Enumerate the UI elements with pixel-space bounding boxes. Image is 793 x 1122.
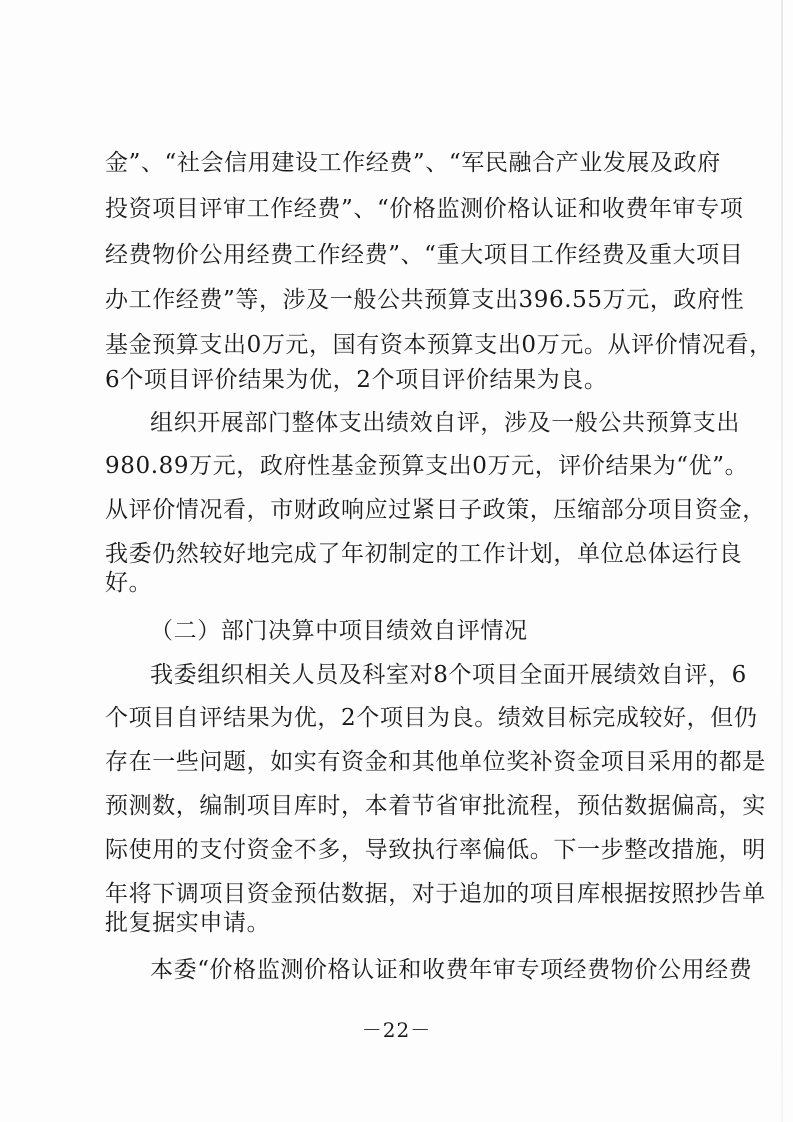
text-line-2: 投资项目评审工作经费”、“价格监测价格认证和收费年审专项 [105,196,744,222]
scan-edge-divider [781,0,783,1122]
text-line-5: 基金预算支出0万元，国有资本预算支出0万元。从评价情况看， [105,332,773,358]
page-number: －22－ [361,1018,432,1042]
paragraph-2-line-1: 组织开展部门整体支出绩效自评，涉及一般公共预算支出 [150,410,740,436]
paragraph-2-line-4: 我委仍然较好地完成了年初制定的工作计划，单位总体运行良 [105,541,743,567]
paragraph-3-line-7: 批复据实申请。 [105,910,271,936]
paragraph-3-line-4: 预测数，编制项目库时，本着节省审批流程，预估数据偏高，实 [105,793,766,819]
text-line-4: 办工作经费”等，涉及一般公共预算支出396.55万元，政府性 [105,287,745,313]
text-line-1: 金”、“社会信用建设工作经费”、“军民融合产业发展及政府 [105,150,721,176]
paragraph-3-line-3: 存在一些问题，如实有资金和其他单位奖补资金项目采用的都是 [105,749,766,775]
section-heading: （二）部门决算中项目绩效自评情况 [150,618,528,644]
paragraph-3-line-5: 际使用的支付资金不多，导致执行率偏低。下一步整改措施，明 [105,837,766,863]
paragraph-3-line-2: 个项目自评结果为优，2个项目为良。绩效目标完成较好，但仍 [105,705,758,731]
paragraph-4-line-1: 本委“价格监测价格认证和收费年审专项经费物价公用经费 [150,957,753,983]
paragraph-3-line-1: 我委组织相关人员及科室对8个项目全面开展绩效自评，6 [150,662,747,688]
paragraph-2-line-5: 好。 [105,570,153,596]
text-line-6: 6个项目评价结果为优，2个项目评价结果为良。 [105,367,608,393]
paragraph-3-line-6: 年将下调项目资金预估数据，对于追加的项目库根据按照抄告单 [105,881,766,907]
paragraph-2-line-2: 980.89万元，政府性基金预算支出0万元，评价结果为“优”。 [105,453,749,479]
paragraph-2-line-3: 从评价情况看，市财政响应过紧日子政策，压缩部分项目资金， [105,497,766,523]
text-line-3: 经费物价公用经费工作经费”、“重大项目工作经费及重大项目 [105,242,744,268]
